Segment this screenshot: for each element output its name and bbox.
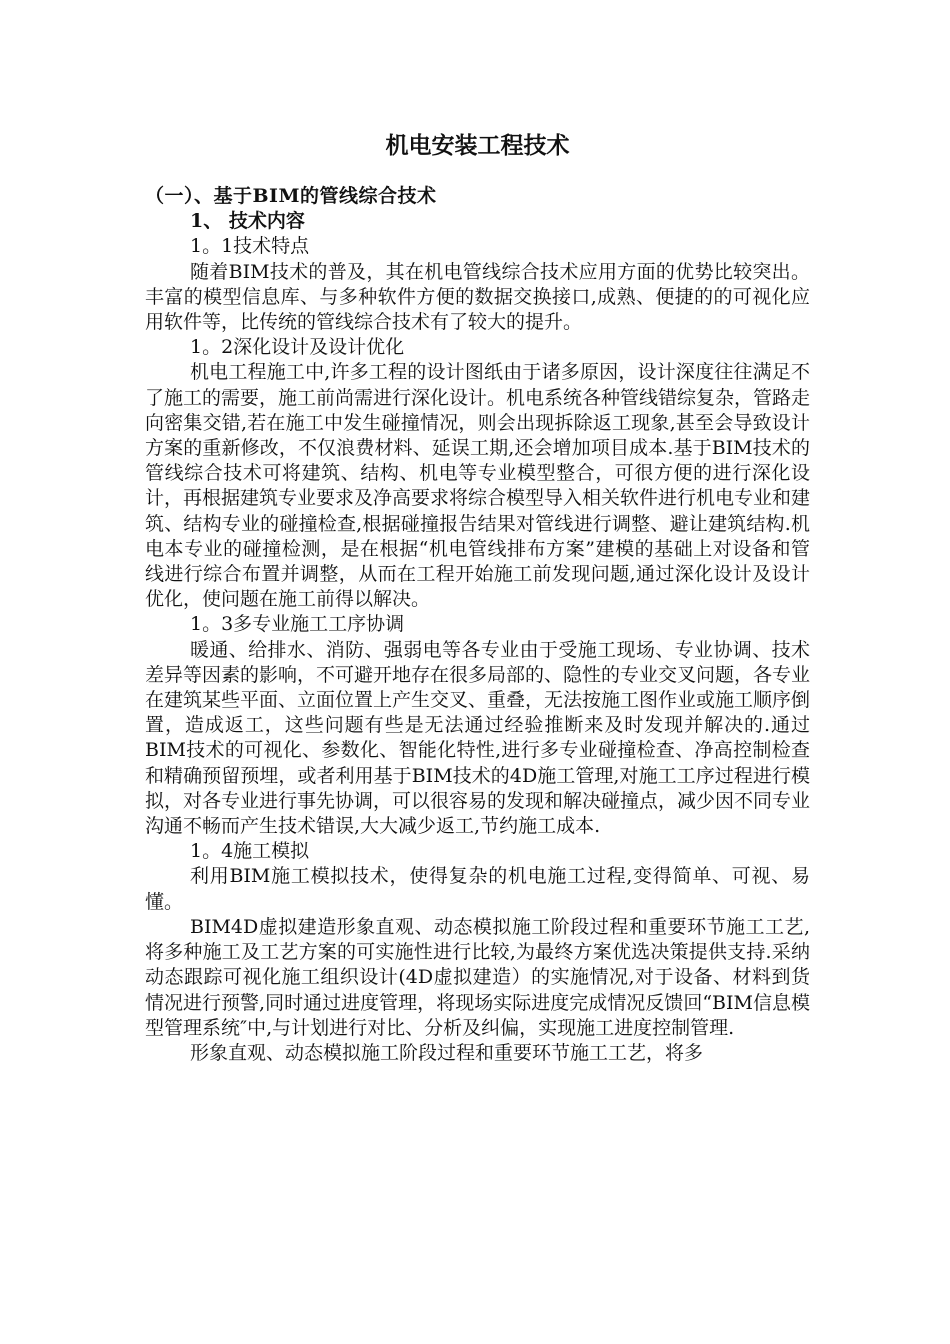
document-title: 机电安装工程技术 xyxy=(385,132,570,159)
document-page xyxy=(145,130,810,1066)
paragraph-1-3: 暖通、给排水、消防、强弱电等各专业由于受施工现场、专业协调、技术差异等因素的影响，不可避开地存在很多局部的、隐性的专业交叉问题，各专业在建筑某些平面、立面位置上产生交叉、重叠，无法按施工图作业或施工顺序倒置，造成返工，这些问题有些是无法通过经验推断来及时发现并解决的.通过BIM技术的可视化、参数化、智能化特性,进行多专业碰撞检查、净高控制检查和精确预留预埋，或者利用基于BIM技术的4D施工管理,对施工工序过程进行模拟，对各专业进行事先协调，可以很容易的发现和解决碰撞点，减少因不同专业沟通不畅而产生技术错误,大大减少返工,节约施工成本. xyxy=(145,638,811,838)
paragraph-1-4-c: 形象直观、动态模拟施工阶段过程和重要环节施工工艺，将多 xyxy=(190,1041,704,1064)
item-heading-1-3: 1。3多专业施工工序协调 xyxy=(190,613,405,636)
subsection-heading: 1、 技术内容 xyxy=(190,210,305,233)
section-heading: （一）、基于BIM的管线综合技术 xyxy=(145,185,437,207)
paragraph-1-1: 随着BIM技术的普及，其在机电管线综合技术应用方面的优势比较突出。丰富的模型信息库、与多种软件方便的数据交换接口,成熟、便捷的的可视化应用软件等，比传统的管线综合技术有了较大的提升。 xyxy=(145,260,810,334)
item-heading-1-4: 1。4施工模拟 xyxy=(190,840,310,863)
item-heading-1-1: 1。1技术特点 xyxy=(190,235,310,258)
paragraph-1-4-b: BIM4D虚拟建造形象直观、动态模拟施工阶段过程和重要环节施工工艺,将多种施工及工艺方案的可实施性进行比较,为最终方案优选决策提供支持.采纳动态跟踪可视化施工组织设计(4D虚拟建造）的实施情况,对于设备、材料到货情况进行预警,同时通过进度管理，将现场实际进度完成情况反馈回“BIM信息模型管理系统″中,与计划进行对比、分析及纠偏，实现施工进度控制管理. xyxy=(145,915,810,1039)
paragraph-1-2: 机电工程施工中,许多工程的设计图纸由于诸多原因，设计深度往往满足不了施工的需要，施工前尚需进行深化设计。机电系统各种管线错综复杂，管路走向密集交错,若在施工中发生碰撞情况，则会出现拆除返工现象,甚至会导致设计方案的重新修改，不仅浪费材料、延误工期,还会增加项目成本.基于BIM技术的管线综合技术可将建筑、结构、机电等专业模型整合，可很方便的进行深化设计，再根据建筑专业要求及净高要求将综合模型导入相关软件进行机电专业和建筑、结构专业的碰撞检查,根据碰撞报告结果对管线进行调整、避让建筑结构.机电本专业的碰撞检测，是在根据“机电管线排布方案”建模的基础上对设备和管线进行综合布置并调整，从而在工程开始施工前发现问题,通过深化设计及设计优化，使问题在施工前得以解决。 xyxy=(145,361,811,611)
paragraph-1-4-a: 利用BIM施工模拟技术，使得复杂的机电施工过程,变得简单、可视、易懂。 xyxy=(145,865,810,913)
item-heading-1-2: 1。2深化设计及设计优化 xyxy=(190,336,405,359)
